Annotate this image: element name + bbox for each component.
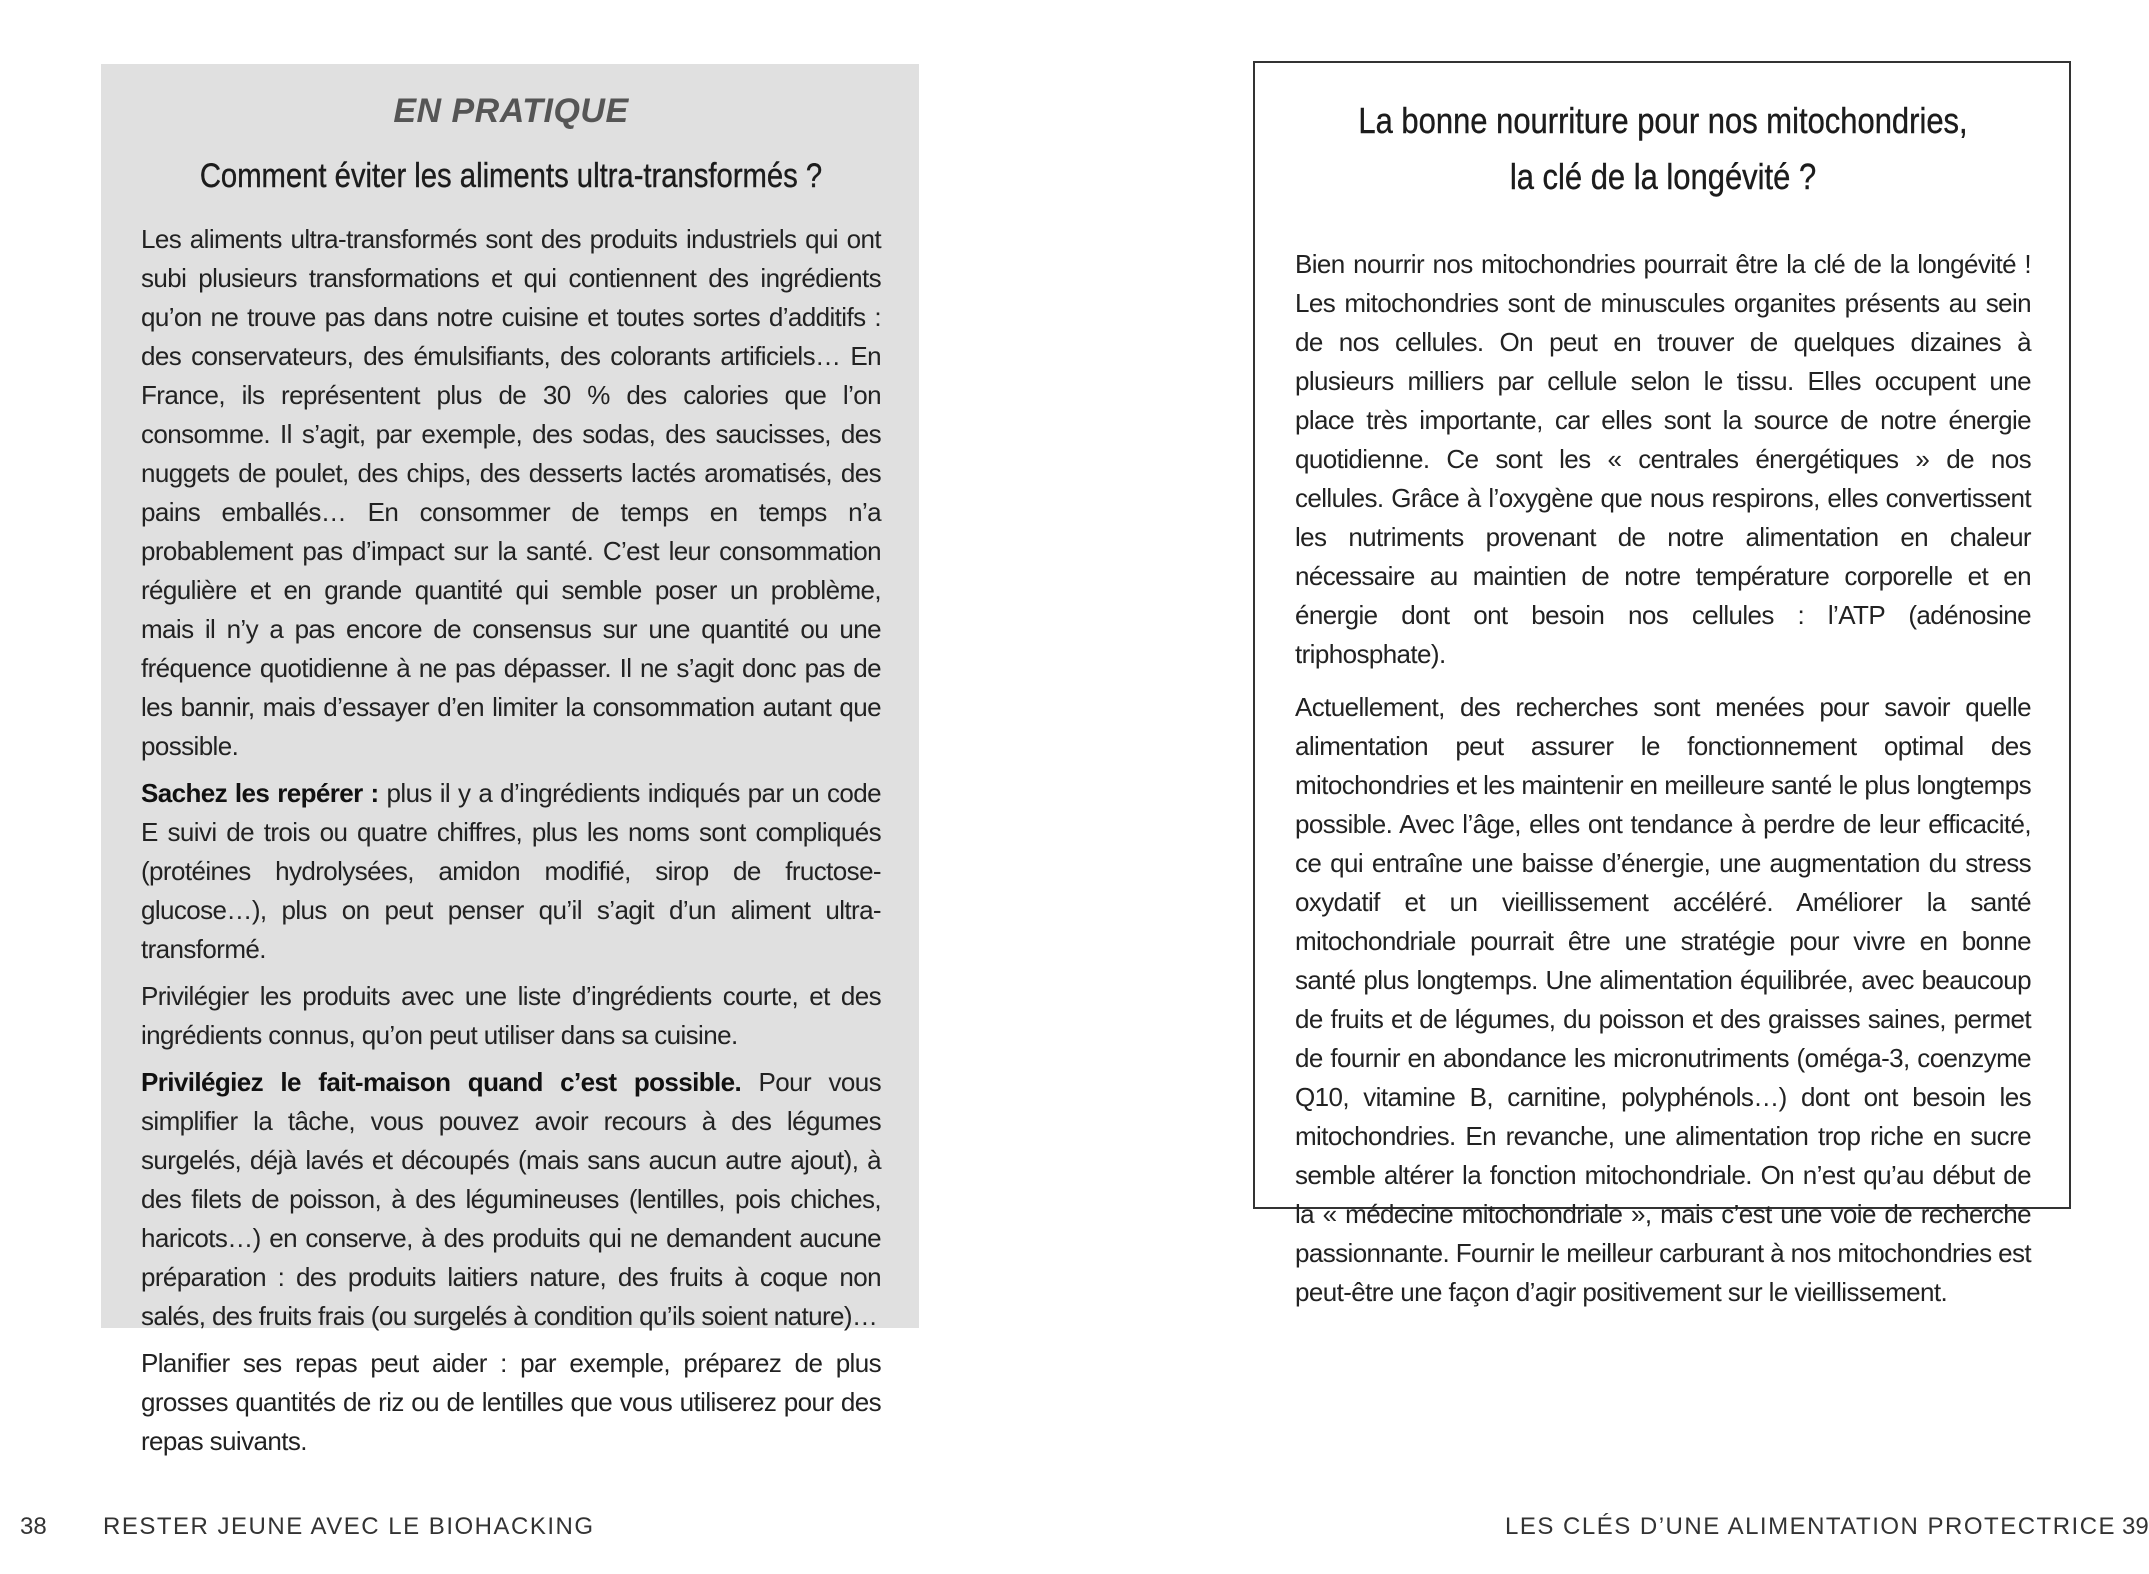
en-pratique-box: [101, 64, 919, 1456]
page-number-left: 38: [20, 1513, 47, 1540]
paragraph-short-list: Privilégier les produits avec une liste d’ingrédients courte, et des ingrédients connus, qu’on peut utiliser dans sa cuisine.: [141, 981, 881, 1050]
box-title: Comment éviter les aliments ultra-transformés ?: [199, 157, 823, 195]
running-head-left: RESTER JEUNE AVEC LE BIOHACKING: [103, 1513, 595, 1540]
running-head-right: LES CLÉS D’UNE ALIMENTATION PROTECTRICE: [1505, 1513, 2117, 1540]
box-kicker: EN PRATIQUE: [393, 92, 629, 130]
paragraph-lead: Sachez les repérer :: [141, 778, 379, 808]
paragraph-homemade: [141, 1063, 881, 1336]
paragraph-mitochondria-intro: Bien nourrir nos mitochondries pourrait être la clé de la longévité ! Les mitochondries sont de minuscules organites présents au sein de nos cellules. On peut en trouver de quelques dizaines à plusieurs milliers par cellule selon le tissu. Elles occupent une place très importante, car elles sont la source de notre énergie quotidienne. Ce sont les « centrales énergétiques » de nos cellules. Grâce à l’oxygène que nous respirons, elles convertissent les nutriments provenant de notre alimentation en chaleur nécessaire au maintien de notre température corporelle et en énergie dont ont besoin nos cellules : l’ATP (adénosine triphosphate).: [1295, 249, 2031, 669]
paragraph-text: Pour vous simplifier la tâche, vous pouvez avoir recours à des légumes surgelés, déjà lavés et découpés (mais sans aucun autre ajout), à des filets de poisson, à des légumineuses (lentilles, pois chiches, haricots…) en conserve, à des produits qui ne demandent aucune préparation : des produits laitiers nature, des fruits à coque non salés, des fruits frais (ou surgelés à condition qu’ils soient nature)…: [141, 1067, 882, 1331]
mitochondria-box: [1253, 61, 2071, 1307]
paragraph-lead: Privilégiez le fait-maison quand c’est possible.: [141, 1067, 742, 1097]
page-number-right: 39: [2122, 1513, 2149, 1540]
paragraph-meal-planning: Planifier ses repas peut aider : par exemple, préparez de plus grosses quantités de riz ou de lentilles que vous utiliserez pour des repas suivants.: [141, 1348, 881, 1456]
paragraph-text: plus il y a d’ingrédients indiqués par un code E suivi de trois ou quatre chiffres, plus les noms sont compliqués (protéines hydrolysées, amidon modifié, sirop de fructose-glucose…), plus on peut penser qu’il s’agit d’un aliment ultra-transformé.: [141, 778, 881, 964]
box-title-line: la clé de la longévité ?: [1509, 156, 1817, 197]
paragraph-intro: Les aliments ultra-transformés sont des produits industriels qui ont subi plusieurs transformations et qui contiennent des ingrédients qu’on ne trouve pas dans notre cuisine et toutes sortes d’additifs : des conservateurs, des émulsifiants, des colorants artificiels… En France, ils représentent plus de 30 % des calories que l’on consomme. Il s’agit, par exemple, des sodas, des saucisses, des nuggets de poulet, des chips, des desserts lactés aromatisés, des pains emballés… En consommer de temps en temps n’a probablement pas d’impact sur la santé. C’est leur consommation régulière et en grande quantité qui semble poser un problème, mais il n’y a pas encore de consensus sur une quantité ou une fréquence quotidienne à ne pas dépasser. Il ne s’agit donc pas de les bannir, mais d’essayer d’en limiter la consommation autant que possible.: [141, 224, 881, 761]
paragraph-spot-them: [141, 774, 881, 969]
paragraph-mitochondria-research: Actuellement, des recherches sont menées pour savoir quelle alimentation peut assurer le fonctionnement optimal des mitochondries et les maintenir en meilleure santé le plus longtemps possible. Avec l’âge, elles ont tendance à perdre de leur efficacité, ce qui entraîne une baisse d’énergie, une augmentation du stress oxydatif et un vieillissement accéléré. Améliorer la santé mitochondriale pourrait être une stratégie pour vivre en bonne santé plus longtemps. Une alimentation équilibrée, avec beaucoup de fruits et de légumes, du poisson et des graisses saines, permet de fournir en abondance les micronutriments (oméga-3, coenzyme Q10, vitamine B, carnitine, polyphénols…) dont ont besoin les mitochondries. En revanche, une alimentation trop riche en sucre semble altérer la fonction mitochondriale. On n’est qu’au début de la « médecine mitochondriale », mais c’est une voie de recherche passionnante. Fournir le meilleur carburant à nos mitochondries est peut-être une façon d’agir positivement sur le vieillissement.: [1295, 692, 2031, 1307]
box-title-line: La bonne nourriture pour nos mitochondries,: [1358, 100, 1968, 141]
box-title: [1347, 93, 1980, 205]
